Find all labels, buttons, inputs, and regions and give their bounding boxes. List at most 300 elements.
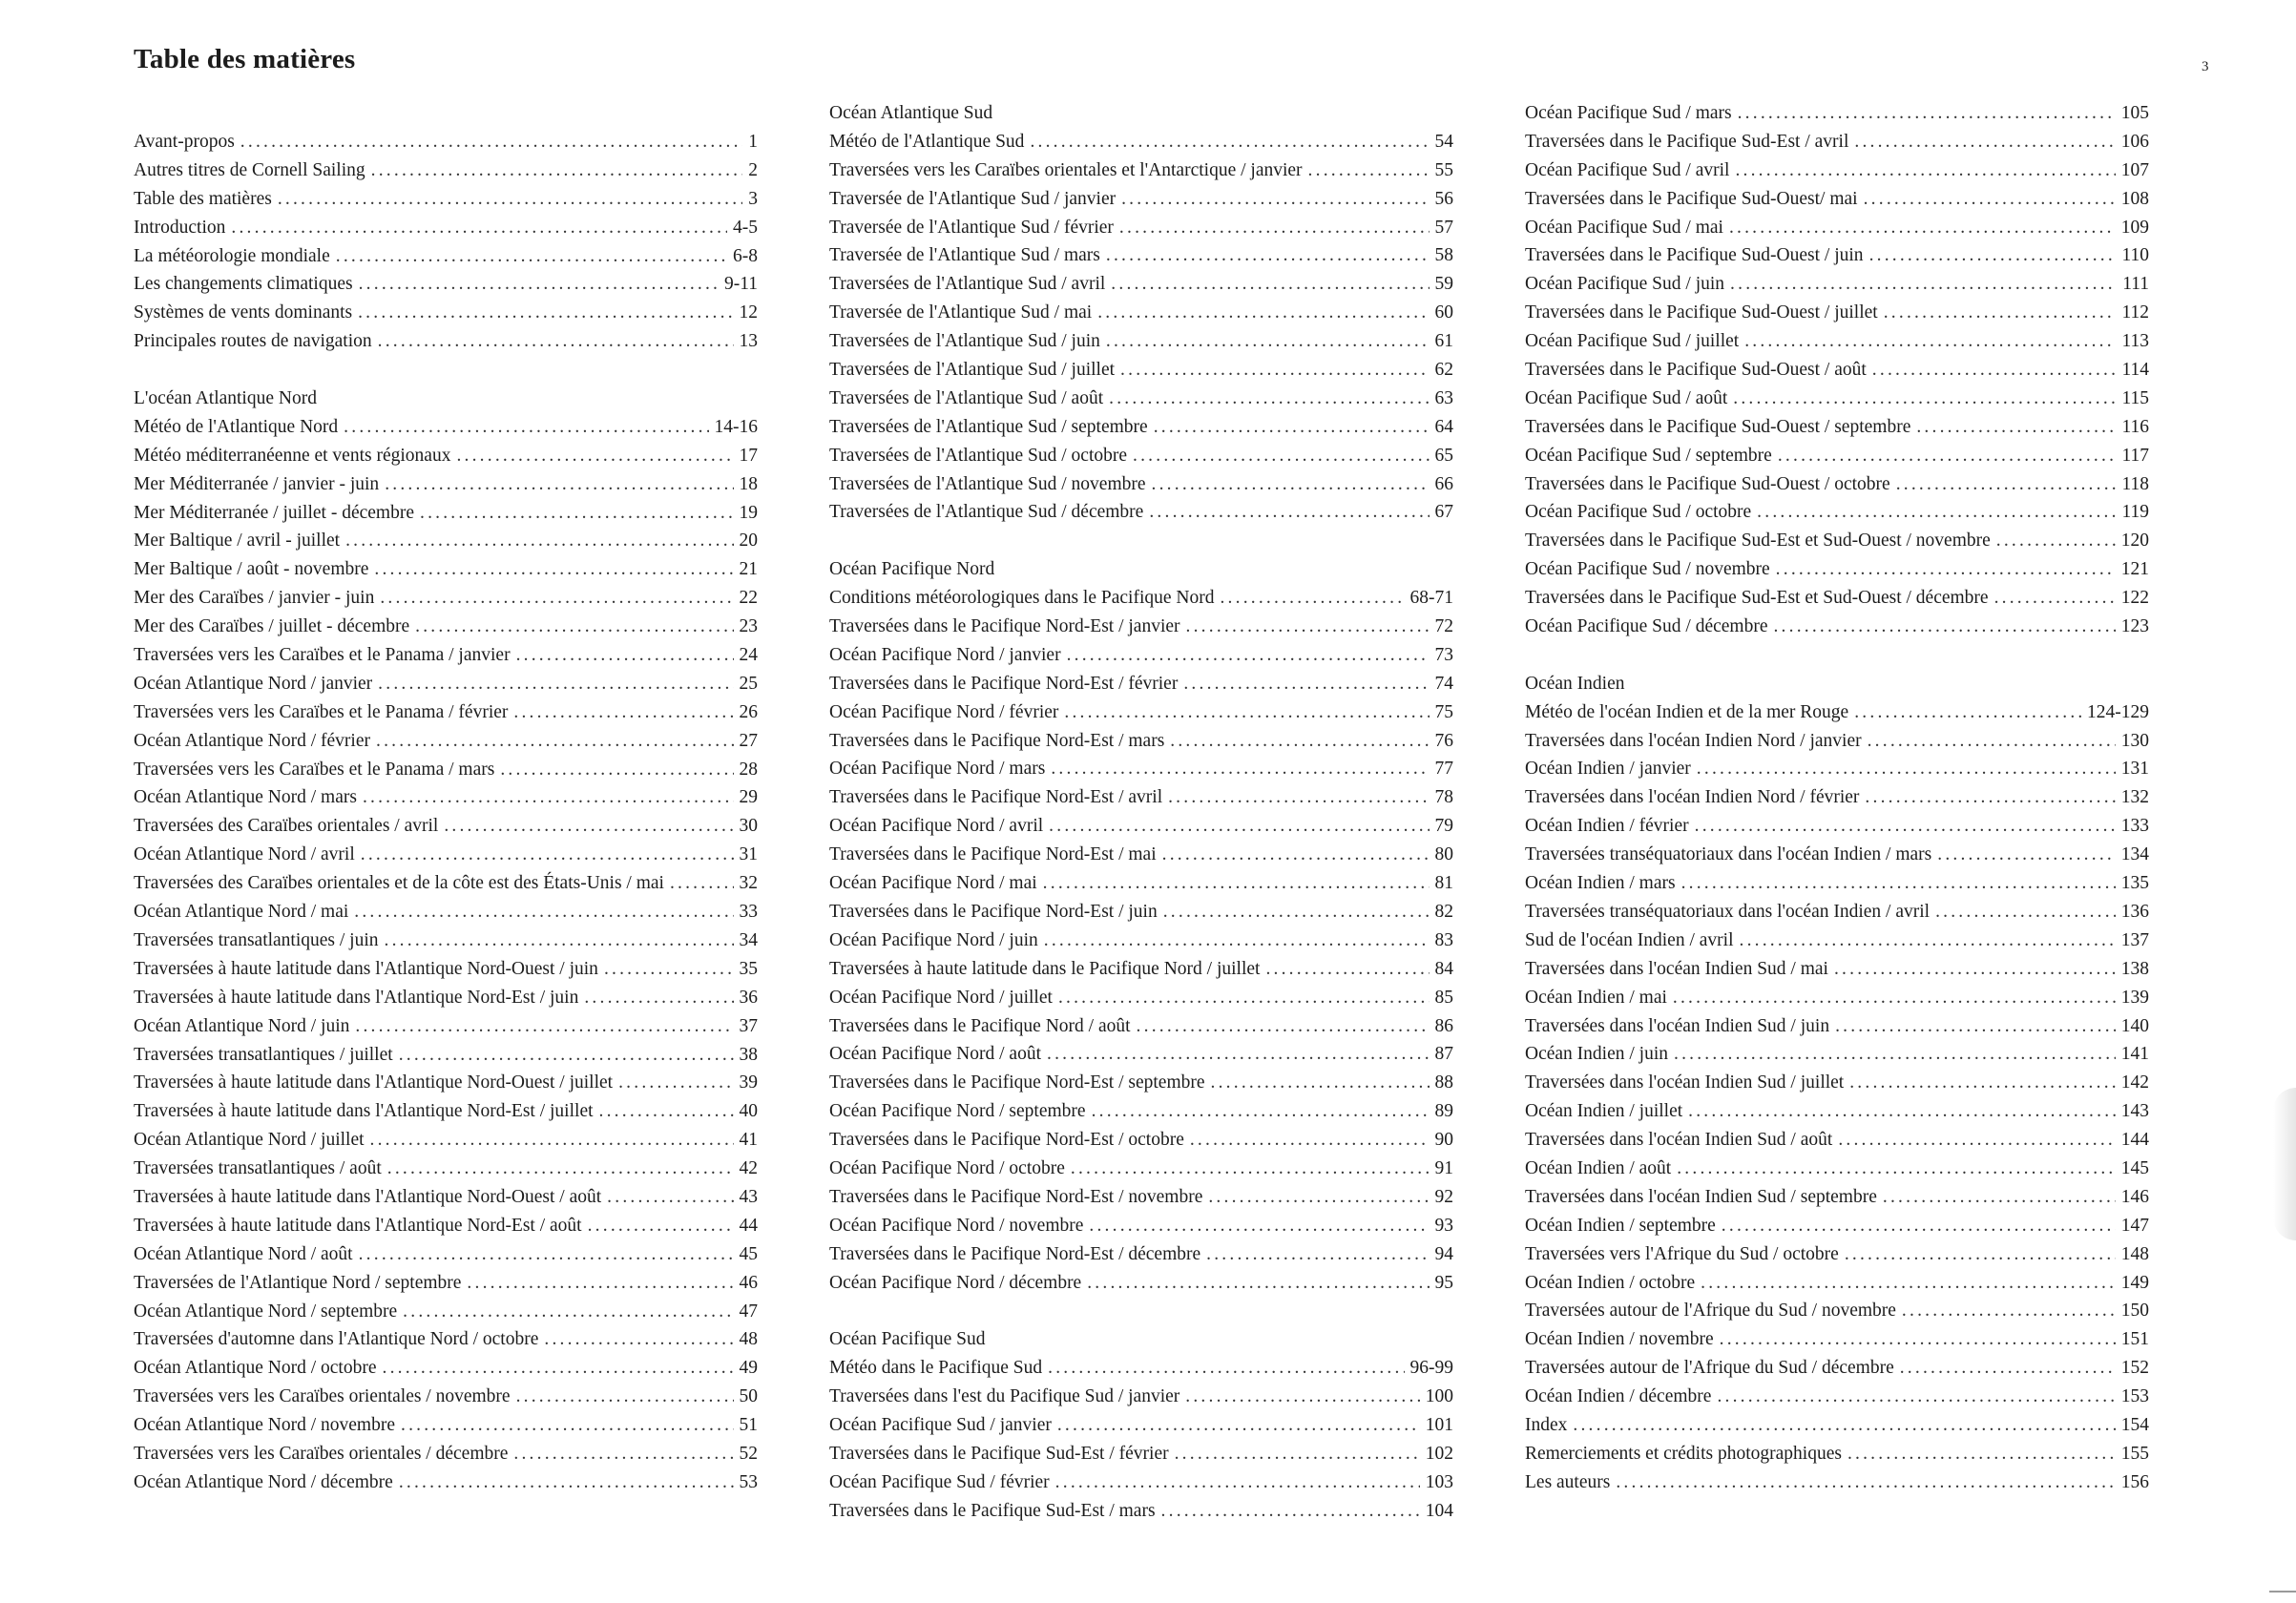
toc-entry[interactable] [1525, 1269, 2149, 1298]
dot-leader [1120, 356, 1429, 385]
toc-entry-page: 109 [2120, 217, 2149, 238]
section-heading: Océan Atlantique Sud [829, 103, 993, 123]
toc-entry[interactable] [829, 1012, 1453, 1041]
toc-entry-title: Traversées dans l'océan Indien Sud / août [1525, 1130, 1833, 1151]
toc-entry[interactable] [134, 242, 758, 271]
dot-leader [1048, 1354, 1404, 1383]
toc-entry-page: 60 [1434, 302, 1453, 323]
toc-entry-page: 153 [2120, 1386, 2149, 1407]
toc-entry-title: Océan Indien / janvier [1525, 759, 1691, 780]
toc-entry[interactable] [829, 641, 1453, 670]
toc-entry-page: 20 [739, 531, 758, 552]
toc-entry-page: 107 [2120, 159, 2149, 180]
toc-entry-title: Traversées à haute latitude dans l'Atlantique Nord-Est / août [134, 1215, 582, 1236]
toc-entry[interactable] [829, 1497, 1453, 1526]
toc-entry[interactable] [829, 1126, 1453, 1155]
dot-leader [1208, 1183, 1429, 1212]
toc-entry-page: 66 [1434, 473, 1453, 494]
toc-entry[interactable] [829, 841, 1453, 869]
toc-entry[interactable] [829, 1440, 1453, 1468]
toc-entry-title: Océan Indien / mars [1525, 873, 1676, 894]
toc-entry[interactable] [134, 1012, 758, 1041]
toc-entry[interactable] [134, 1440, 758, 1468]
dot-leader [1773, 613, 2115, 641]
toc-entry[interactable] [829, 413, 1453, 442]
dot-leader [345, 527, 733, 555]
toc-entry-page: 80 [1434, 844, 1453, 865]
toc-entry[interactable] [134, 527, 758, 555]
dot-leader [1701, 1269, 2116, 1298]
dot-leader [618, 1069, 733, 1097]
dot-leader [1697, 755, 2116, 783]
toc-entry-title: Traversées dans le Pacifique Sud-Est et Sud-Ouest / décembre [1525, 588, 1989, 609]
toc-entry[interactable] [829, 270, 1453, 299]
toc-entry[interactable] [829, 442, 1453, 470]
toc-entry-page: 14-16 [714, 416, 758, 437]
dot-leader [544, 1325, 733, 1354]
toc-entry-page: 143 [2120, 1101, 2149, 1122]
toc-entry-page: 2 [748, 159, 758, 180]
toc-entry[interactable] [1525, 527, 2149, 555]
toc-entry-title: Traversées à haute latitude dans le Pacifique Nord / juillet [829, 958, 1261, 979]
toc-entry[interactable] [1525, 1212, 2149, 1240]
toc-entry-title: Traversées autour de l'Afrique du Sud / décembre [1525, 1358, 1894, 1379]
toc-entry-title: Océan Pacifique Nord / novembre [829, 1215, 1084, 1236]
dot-leader [1868, 727, 2116, 756]
toc-entry-page: 25 [739, 673, 758, 694]
dot-leader [1106, 327, 1430, 356]
toc-entry[interactable] [134, 898, 758, 926]
toc-entry[interactable] [829, 926, 1453, 955]
toc-entry[interactable] [134, 185, 758, 214]
toc-entry[interactable] [1525, 1354, 2149, 1383]
toc-entry[interactable] [134, 470, 758, 499]
toc-entry[interactable] [1525, 442, 2149, 470]
toc-entry[interactable] [134, 812, 758, 841]
toc-entry[interactable] [829, 1354, 1453, 1383]
toc-entry[interactable] [829, 1468, 1453, 1497]
toc-entry[interactable] [829, 299, 1453, 327]
toc-entry-page: 30 [739, 816, 758, 837]
dot-leader [1845, 1240, 2116, 1269]
toc-entry[interactable] [829, 613, 1453, 641]
dot-leader [387, 1155, 734, 1183]
toc-entry[interactable] [1525, 241, 2149, 270]
toc-entry[interactable] [134, 727, 758, 756]
toc-entry-title: Traversées transatlantiques / août [134, 1158, 382, 1179]
toc-entry-page: 64 [1434, 416, 1453, 437]
toc-entry-title: Océan Pacifique Sud / août [1525, 387, 1728, 408]
toc-entry[interactable] [829, 327, 1453, 356]
dot-leader [1869, 241, 2117, 270]
section-spacer [829, 1297, 1453, 1325]
toc-entry-title: Océan Atlantique Nord / juillet [134, 1130, 365, 1151]
toc-entry-page: 9-11 [723, 274, 758, 295]
dot-leader [1677, 1155, 2116, 1183]
toc-entry[interactable] [134, 984, 758, 1012]
toc-entry[interactable] [829, 1240, 1453, 1269]
dot-leader [1872, 356, 2117, 385]
toc-entry-page: 45 [739, 1243, 758, 1264]
toc-entry[interactable] [829, 1212, 1453, 1240]
toc-entry[interactable] [829, 156, 1453, 185]
dot-leader [1884, 299, 2117, 327]
toc-entry-page: 62 [1434, 360, 1453, 381]
toc-entry[interactable] [134, 1468, 758, 1497]
toc-entry[interactable] [1525, 898, 2149, 926]
toc-entry[interactable] [134, 1411, 758, 1440]
dot-leader [1175, 1440, 1420, 1468]
toc-entry-title: Traversées dans le Pacifique Nord-Est / décembre [829, 1243, 1201, 1264]
toc-entry[interactable] [829, 498, 1453, 527]
toc-entry[interactable] [829, 670, 1453, 698]
toc-entry-title: Océan Indien / septembre [1525, 1215, 1716, 1236]
toc-entry[interactable] [134, 584, 758, 613]
toc-entry[interactable] [1525, 270, 2149, 299]
toc-entry-title: Océan Indien / juillet [1525, 1101, 1683, 1122]
toc-entry[interactable] [829, 955, 1453, 984]
dot-leader [1695, 812, 2116, 841]
toc-entry[interactable] [134, 1097, 758, 1126]
toc-entry[interactable] [134, 783, 758, 812]
toc-entry[interactable] [134, 613, 758, 641]
toc-entry[interactable] [134, 214, 758, 242]
toc-entry-page: 152 [2120, 1358, 2149, 1379]
toc-entry-title: Océan Indien / octobre [1525, 1272, 1696, 1293]
toc-entry-page: 155 [2120, 1443, 2149, 1464]
toc-entry[interactable] [134, 869, 758, 898]
toc-entry[interactable] [829, 214, 1453, 242]
toc-entry[interactable] [1525, 727, 2149, 756]
toc-entry[interactable] [134, 955, 758, 984]
toc-entry[interactable] [1525, 955, 2149, 984]
toc-entry-title: Océan Pacifique Nord / octobre [829, 1157, 1065, 1178]
dot-leader [444, 812, 733, 841]
toc-entry[interactable] [1525, 1240, 2149, 1269]
toc-entry[interactable] [134, 1354, 758, 1383]
toc-entry[interactable] [1525, 841, 2149, 869]
toc-entry[interactable] [134, 413, 758, 442]
toc-entry[interactable] [1525, 99, 2149, 128]
toc-entry-title: Océan Atlantique Nord / mars [134, 787, 357, 808]
toc-entry[interactable] [134, 698, 758, 727]
toc-entry-title: Océan Pacifique Sud / novembre [1525, 559, 1770, 580]
toc-entry-title: Météo de l'océan Indien et de la mer Rouge [1525, 701, 1849, 722]
toc-entry[interactable] [829, 1411, 1453, 1440]
toc-entry[interactable] [134, 1325, 758, 1354]
toc-entry[interactable] [1525, 1297, 2149, 1325]
toc-entry[interactable] [1525, 1097, 2149, 1126]
toc-entry-page: 132 [2120, 787, 2149, 808]
toc-entry[interactable] [1525, 1012, 2149, 1041]
toc-entry-page: 44 [739, 1215, 758, 1236]
toc-entry-title: Traversées dans l'est du Pacifique Sud / janvier [829, 1386, 1180, 1407]
toc-entry-title: Océan Pacifique Nord / avril [829, 816, 1044, 837]
toc-entry-title: Traversées dans le Pacifique Sud-Ouest / juillet [1525, 302, 1878, 323]
toc-entry-page: 19 [739, 502, 758, 523]
toc-entry[interactable] [134, 641, 758, 670]
dot-leader [378, 327, 734, 356]
toc-entry-title: Traversées vers les Caraïbes et le Panama / mars [134, 759, 495, 780]
toc-entry[interactable] [1525, 1040, 2149, 1069]
dot-leader [1902, 1297, 2116, 1325]
toc-entry-page: 100 [1425, 1386, 1453, 1407]
toc-entry-page: 28 [739, 759, 758, 780]
toc-entry-page: 27 [739, 730, 758, 751]
toc-entry[interactable] [1525, 869, 2149, 898]
toc-entry[interactable] [829, 783, 1453, 812]
toc-entry-title: Traversées de l'Atlantique Sud / avril [829, 274, 1106, 295]
toc-entry[interactable] [1525, 984, 2149, 1012]
toc-entry-page: 26 [739, 701, 758, 722]
toc-entry[interactable] [1525, 1383, 2149, 1411]
toc-entry-title: La météorologie mondiale [134, 245, 330, 266]
toc-entry[interactable] [134, 670, 758, 698]
toc-entry[interactable] [829, 1069, 1453, 1097]
dot-leader [1168, 783, 1429, 812]
toc-entry[interactable] [1525, 470, 2149, 499]
toc-entry[interactable] [1525, 584, 2149, 613]
toc-entry-title: Systèmes de vents dominants [134, 302, 353, 323]
toc-entry[interactable] [134, 270, 758, 299]
toc-entry-page: 110 [2121, 245, 2149, 266]
toc-entry[interactable] [134, 299, 758, 327]
toc-entry-page: 72 [1434, 616, 1453, 637]
dot-leader [403, 1298, 733, 1326]
dot-leader [361, 841, 734, 869]
toc-entry-title: Océan Indien / mai [1525, 987, 1667, 1008]
toc-entry[interactable] [1525, 156, 2149, 185]
toc-entry[interactable] [829, 1097, 1453, 1126]
toc-entry-title: Traversées dans l'océan Indien Sud / septembre [1525, 1186, 1877, 1207]
toc-entry[interactable] [134, 1212, 758, 1240]
toc-entry-page: 57 [1434, 217, 1453, 238]
toc-entry[interactable] [134, 499, 758, 528]
dot-leader [599, 1097, 734, 1126]
toc-entry[interactable] [1525, 1440, 2149, 1468]
toc-entry[interactable] [134, 1069, 758, 1097]
dot-leader [1838, 1126, 2115, 1155]
toc-entry[interactable] [134, 156, 758, 185]
toc-entry-page: 58 [1434, 245, 1453, 266]
toc-entry[interactable] [134, 1383, 758, 1411]
toc-entry[interactable] [829, 1183, 1453, 1212]
dot-leader [1720, 1325, 2116, 1354]
toc-entry-title: Index [1525, 1414, 1568, 1435]
dot-leader [1673, 984, 2116, 1012]
toc-entry[interactable] [1525, 214, 2149, 242]
dot-leader [456, 442, 733, 470]
toc-entry[interactable] [1525, 327, 2149, 356]
toc-entry[interactable] [829, 470, 1453, 499]
toc-entry[interactable] [1525, 1126, 2149, 1155]
toc-entry[interactable] [829, 869, 1453, 898]
toc-entry-page: 131 [2120, 759, 2149, 780]
toc-entry-page: 150 [2120, 1301, 2149, 1322]
toc-entry-page: 104 [1425, 1500, 1453, 1521]
toc-entry[interactable] [829, 1383, 1453, 1411]
toc-entry[interactable] [829, 584, 1453, 613]
dot-leader [1937, 841, 2116, 869]
dot-leader [1043, 869, 1430, 898]
toc-entry[interactable] [829, 1040, 1453, 1069]
toc-entry-page: 61 [1434, 331, 1453, 352]
toc-entry[interactable] [1525, 555, 2149, 584]
toc-entry-title: Traversées de l'Atlantique Nord / septembre [134, 1272, 462, 1293]
toc-entry[interactable] [1525, 498, 2149, 527]
toc-entry[interactable] [134, 841, 758, 869]
dot-leader [1900, 1354, 2116, 1383]
dot-leader [1776, 555, 2116, 584]
toc-entry-page: 85 [1434, 987, 1453, 1008]
toc-entry[interactable] [829, 1155, 1453, 1183]
toc-entry[interactable] [1525, 698, 2149, 727]
toc-entry[interactable] [829, 356, 1453, 385]
toc-entry-page: 17 [739, 445, 758, 466]
dot-leader [1722, 1212, 2116, 1240]
toc-entry-title: Océan Pacifique Sud / avril [1525, 159, 1730, 180]
toc-entry-title: Océan Pacifique Nord / décembre [829, 1272, 1082, 1293]
toc-entry-page: 115 [2121, 387, 2149, 408]
toc-entry[interactable] [829, 185, 1453, 214]
toc-entry-page: 12 [739, 302, 758, 323]
toc-entry-page: 146 [2120, 1186, 2149, 1207]
dot-leader [1688, 1097, 2116, 1126]
toc-entry-page: 79 [1434, 816, 1453, 837]
toc-entry-title: Traversée de l'Atlantique Sud / mai [829, 302, 1093, 323]
dot-leader [1051, 755, 1429, 783]
toc-entry[interactable] [134, 1183, 758, 1212]
toc-entry-title: Traversées de l'Atlantique Sud / octobre [829, 445, 1128, 466]
toc-entry-page: 140 [2120, 1015, 2149, 1036]
toc-entry-title: Océan Atlantique Nord / février [134, 730, 370, 751]
toc-entry-title: Océan Pacifique Sud / janvier [829, 1414, 1052, 1435]
dot-leader [1049, 812, 1429, 841]
dot-leader [584, 984, 733, 1012]
toc-entry[interactable] [134, 926, 758, 955]
section-heading: L'océan Atlantique Nord [134, 388, 317, 409]
toc-entry-title: Les changements climatiques [134, 274, 353, 295]
toc-entry-page: 123 [2120, 616, 2149, 637]
toc-entry[interactable] [829, 1269, 1453, 1298]
toc-entry-page: 112 [2121, 302, 2149, 323]
toc-entry-title: Traversées transatlantiques / juin [134, 929, 379, 950]
toc-entry[interactable] [134, 555, 758, 584]
toc-entry-title: Traversées dans l'océan Indien Sud / juin [1525, 1015, 1830, 1036]
toc-entry[interactable] [134, 1126, 758, 1155]
dot-leader [1064, 698, 1429, 727]
toc-entry[interactable] [1525, 356, 2149, 385]
toc-entry[interactable] [829, 385, 1453, 413]
toc-entry-title: Océan Pacifique Nord / août [829, 1044, 1042, 1065]
toc-entry-title: Traversées dans le Pacifique Sud-Ouest/ mai [1525, 188, 1858, 209]
toc-entry[interactable] [1525, 1411, 2149, 1440]
toc-entry-title: Traversées dans le Pacifique Nord-Est / mars [829, 730, 1165, 751]
toc-entry[interactable] [1525, 755, 2149, 783]
toc-entry-title: Mer Baltique / août - novembre [134, 559, 369, 580]
toc-entry[interactable] [829, 727, 1453, 756]
dot-leader [1183, 670, 1429, 698]
dot-leader [231, 214, 727, 242]
dot-leader [1864, 185, 2116, 214]
toc-entry[interactable] [1525, 613, 2149, 641]
toc-entry-page: 42 [739, 1158, 758, 1179]
toc-entry[interactable] [1525, 1183, 2149, 1212]
toc-entry-title: Traversées dans le Pacifique Nord-Est / novembre [829, 1186, 1203, 1207]
toc-entry[interactable] [829, 812, 1453, 841]
toc-entry-title: Météo de l'Atlantique Sud [829, 131, 1025, 152]
toc-entry[interactable] [1525, 783, 2149, 812]
toc-entry-title: Table des matières [134, 188, 272, 209]
toc-entry[interactable] [134, 1269, 758, 1298]
toc-entry[interactable] [829, 984, 1453, 1012]
toc-entry[interactable] [1525, 812, 2149, 841]
toc-entry[interactable] [829, 128, 1453, 156]
dot-leader [1916, 413, 2116, 442]
dot-leader [1865, 783, 2115, 812]
toc-entry[interactable] [829, 898, 1453, 926]
toc-entry-title: Météo méditerranéenne et vents régionaux [134, 445, 451, 466]
toc-entry-page: 120 [2120, 531, 2149, 552]
toc-entry-title: Océan Indien / février [1525, 816, 1689, 837]
toc-entry[interactable] [134, 1041, 758, 1070]
toc-entry[interactable] [1525, 128, 2149, 156]
toc-entry[interactable] [134, 327, 758, 356]
toc-entry[interactable] [1525, 926, 2149, 955]
toc-entry-page: 54 [1434, 131, 1453, 152]
dot-leader [516, 1383, 734, 1411]
toc-entry-title: Traversées dans le Pacifique Sud-Est / mars [829, 1500, 1156, 1521]
toc-entry[interactable] [134, 1240, 758, 1269]
toc-entry-page: 94 [1434, 1243, 1453, 1264]
toc-entry-title: Océan Atlantique Nord / janvier [134, 673, 373, 694]
toc-entry[interactable] [829, 755, 1453, 783]
toc-entry[interactable] [134, 1298, 758, 1326]
toc-entry-title: Traversées dans l'océan Indien Sud / juillet [1525, 1072, 1845, 1093]
toc-entry[interactable] [134, 128, 758, 156]
toc-entry[interactable] [829, 241, 1453, 270]
toc-entry-page: 37 [739, 1015, 758, 1036]
toc-entry[interactable] [134, 1155, 758, 1183]
toc-entry-title: Autres titres de Cornell Sailing [134, 159, 365, 180]
dot-leader [380, 584, 733, 613]
toc-entry[interactable] [1525, 1468, 2149, 1497]
toc-entry-page: 121 [2120, 559, 2149, 580]
section-heading: Océan Pacifique Nord [829, 559, 995, 580]
toc-entry-page: 149 [2120, 1272, 2149, 1293]
dot-leader [1044, 926, 1430, 955]
dot-leader [1154, 413, 1430, 442]
toc-entry-title: Océan Atlantique Nord / juin [134, 1015, 350, 1036]
toc-entry[interactable] [829, 698, 1453, 727]
toc-entry[interactable] [134, 442, 758, 470]
toc-entry-page: 39 [739, 1072, 758, 1093]
dot-leader [1097, 299, 1429, 327]
toc-entry[interactable] [1525, 185, 2149, 214]
toc-entry[interactable] [134, 756, 758, 784]
dot-leader [1854, 128, 2115, 156]
toc-entry-page: 90 [1434, 1130, 1453, 1151]
toc-entry[interactable] [1525, 1069, 2149, 1097]
toc-entry[interactable] [1525, 385, 2149, 413]
dot-leader [1111, 270, 1429, 299]
toc-entry[interactable] [1525, 1325, 2149, 1354]
toc-entry[interactable] [1525, 299, 2149, 327]
toc-entry-title: Traversées vers les Caraïbes orientales / novembre [134, 1386, 511, 1407]
toc-entry[interactable] [1525, 1155, 2149, 1183]
toc-entry[interactable] [1525, 413, 2149, 442]
dot-leader [376, 727, 734, 756]
